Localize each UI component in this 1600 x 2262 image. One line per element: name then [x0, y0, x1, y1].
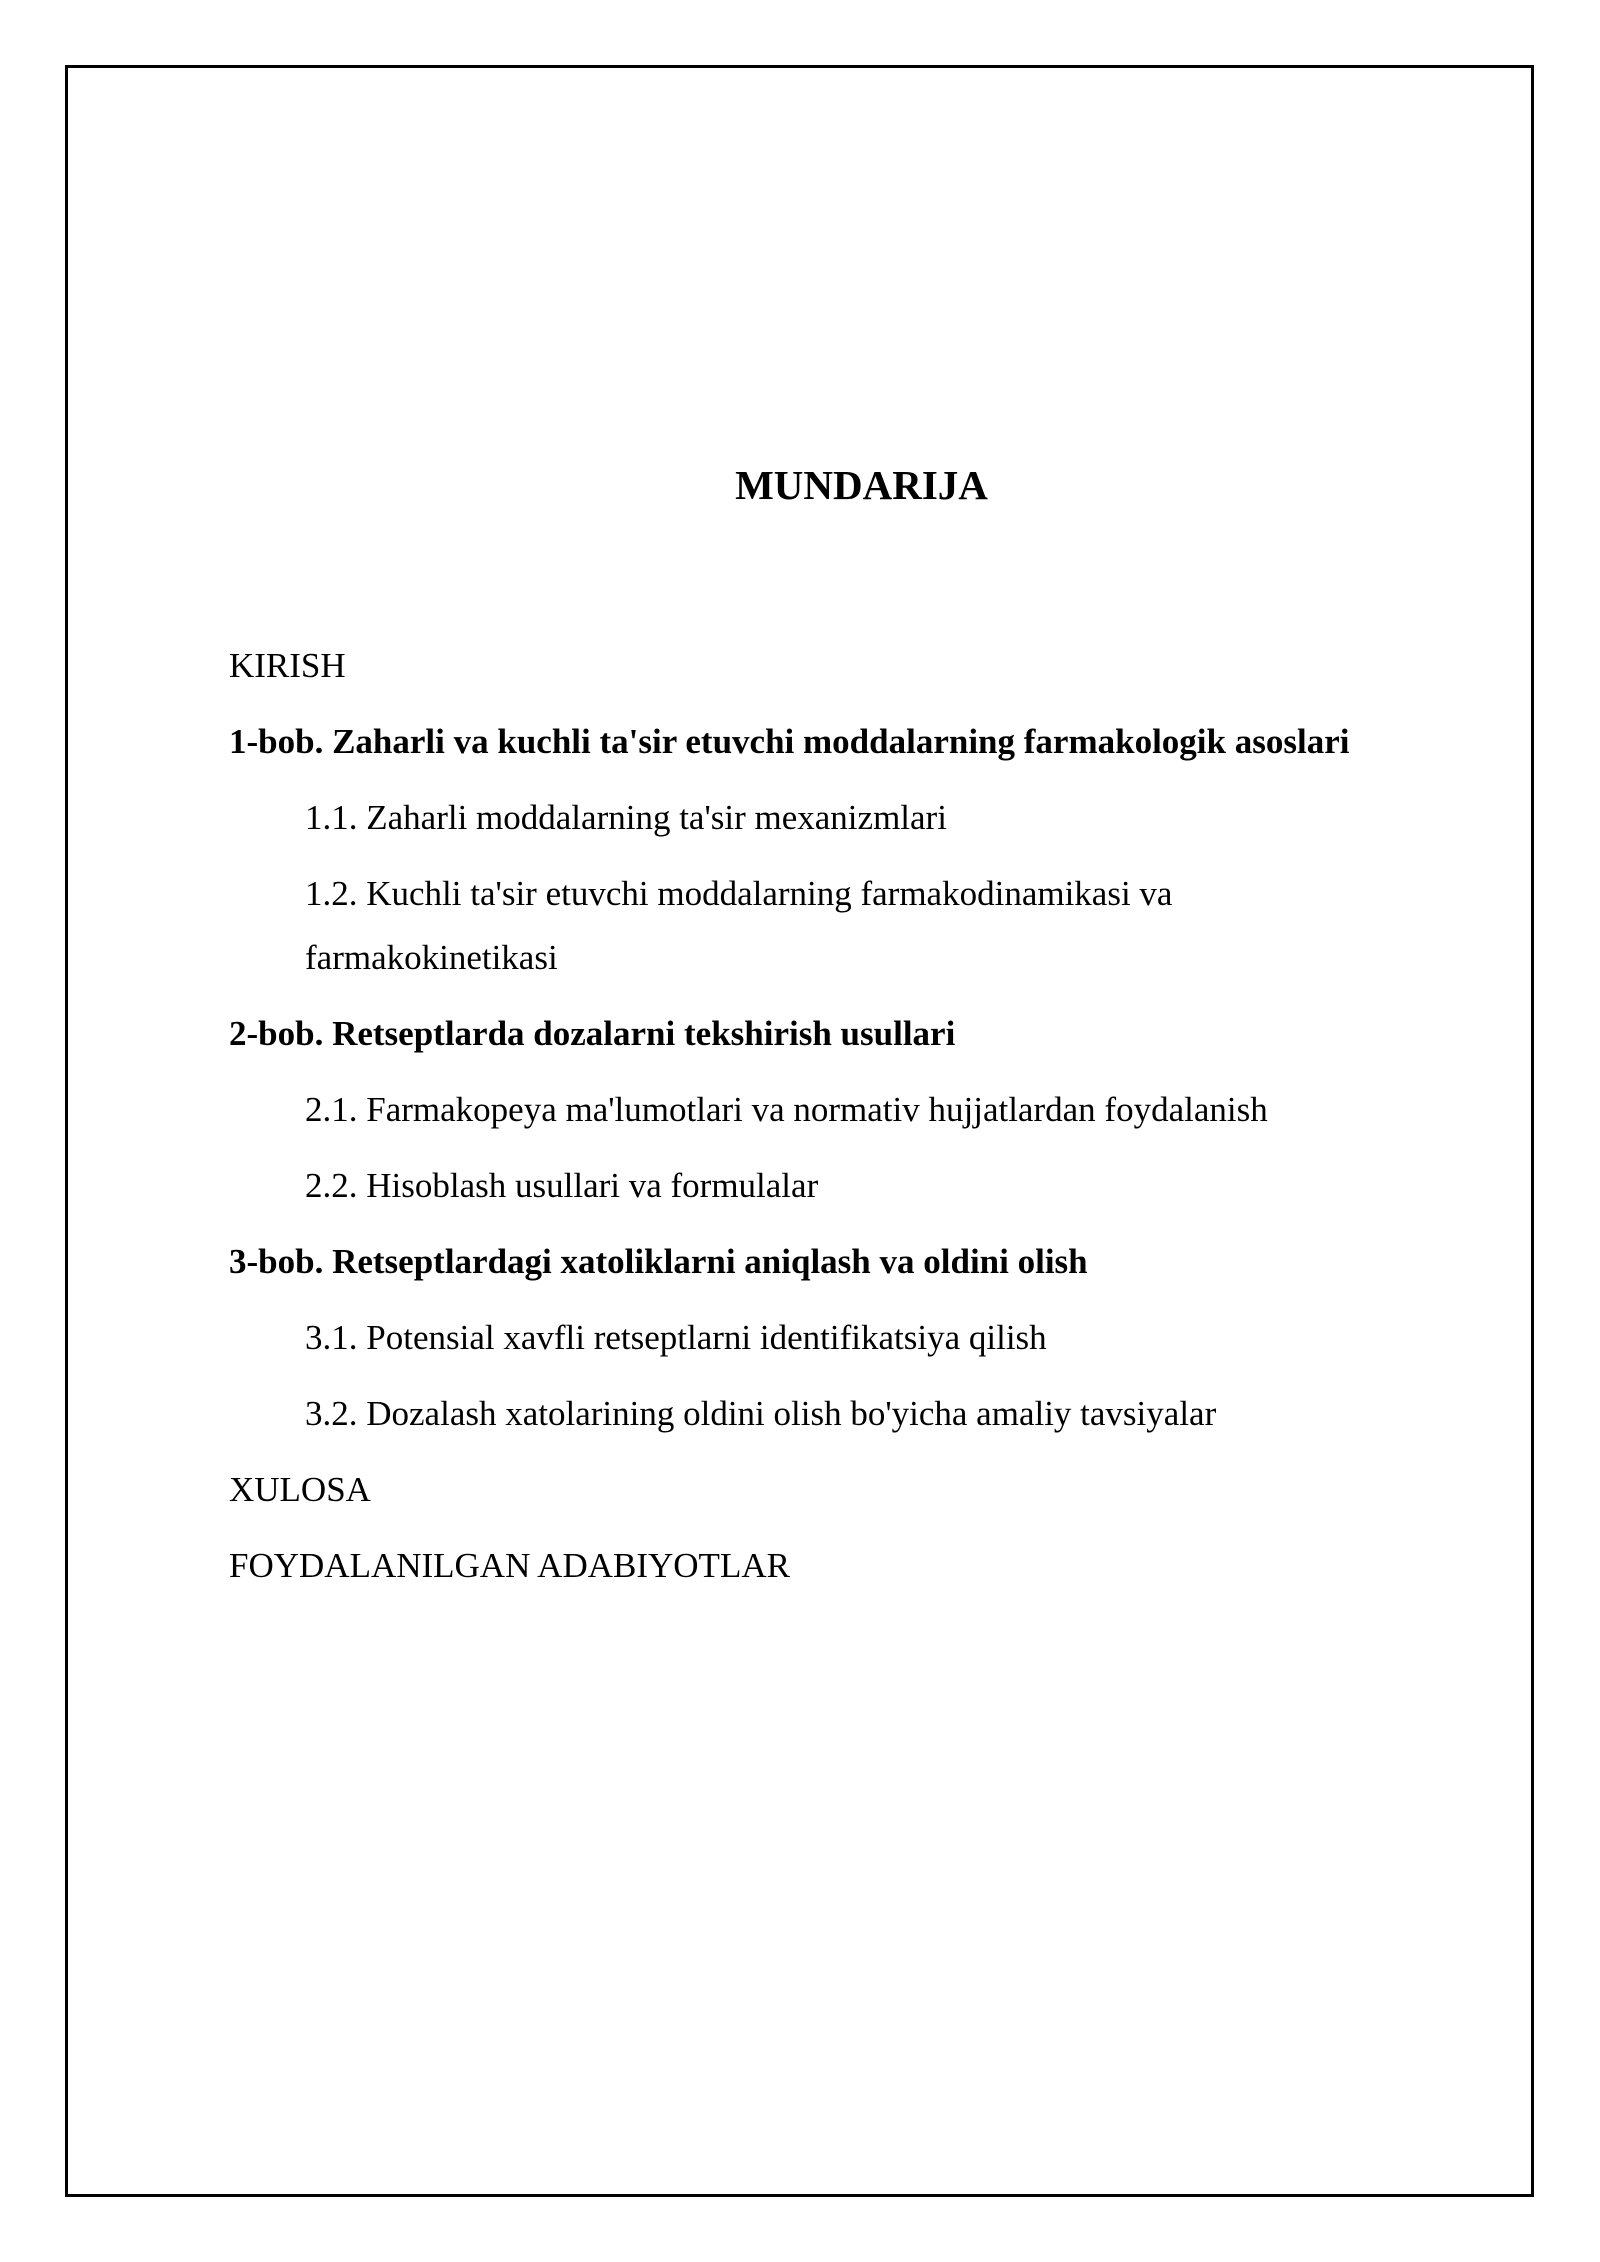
- toc-entry-intro: KIRISH: [229, 646, 346, 685]
- toc-section-1-2-continued: farmakokinetikasi: [305, 938, 558, 977]
- toc-entry-conclusion: XULOSA: [229, 1470, 371, 1509]
- toc-section-2-2: 2.2. Hisoblash usullari va formulalar: [305, 1166, 819, 1205]
- toc-section-1-2: 1.2. Kuchli ta'sir etuvchi moddalarning farmakodinamikasi va: [305, 874, 1173, 913]
- toc-section-3-2: 3.2. Dozalash xatolarining oldini olish bo'yicha amaliy tavsiyalar: [305, 1394, 1217, 1433]
- toc-chapter-3: 3-bob. Retseptlardagi xatoliklarni aniqlash va oldini olish: [229, 1242, 1088, 1281]
- page-title: MUNDARIJA: [735, 462, 988, 508]
- toc-chapter-2: 2-bob. Retseptlarda dozalarni tekshirish usullari: [229, 1014, 956, 1053]
- toc-section-2-1: 2.1. Farmakopeya ma'lumotlari va normativ hujjatlardan foydalanish: [305, 1090, 1268, 1129]
- toc-chapter-1: 1-bob. Zaharli va kuchli ta'sir etuvchi moddalarning farmakologik asoslari: [229, 722, 1350, 761]
- toc-section-1-1: 1.1. Zaharli moddalarning ta'sir mexanizmlari: [305, 798, 947, 837]
- toc-section-3-1: 3.1. Potensial xavfli retseptlarni identifikatsiya qilish: [305, 1318, 1047, 1357]
- toc-entry-references: FOYDALANILGAN ADABIYOTLAR: [229, 1546, 790, 1585]
